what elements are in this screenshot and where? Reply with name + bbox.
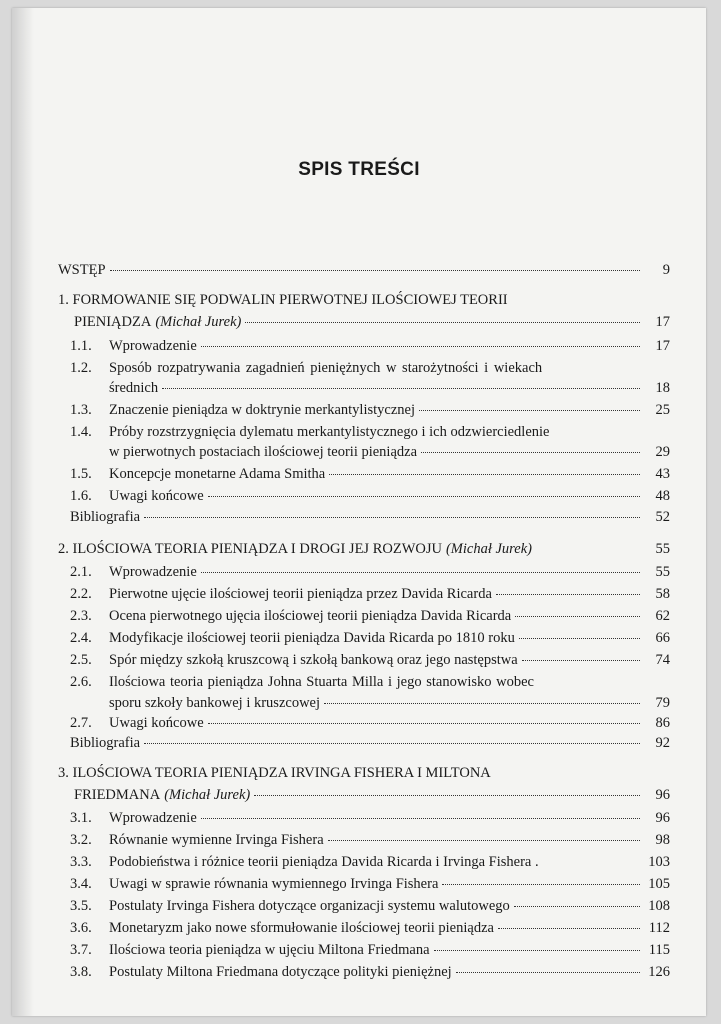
- toc-chapter-3-heading-cont: [74, 786, 670, 804]
- toc-page-number: 55: [655, 564, 670, 580]
- toc-section-1-2-cont: [109, 379, 670, 397]
- dot-leader: [419, 409, 640, 411]
- toc-page-number: 17: [655, 314, 670, 330]
- document-page: [12, 8, 706, 1016]
- toc-section-1-4-cont: [109, 443, 670, 461]
- toc-section-number: 3.7.: [70, 942, 92, 958]
- toc-section-1-6: [70, 487, 670, 505]
- toc-section-number: 3.5.: [70, 898, 92, 914]
- toc-page-number: 96: [655, 810, 670, 826]
- toc-entry-title: WSTĘP: [58, 262, 106, 278]
- toc-section-3-4: [70, 875, 670, 893]
- toc-page-number: 105: [648, 876, 670, 892]
- dot-leader: [519, 637, 640, 639]
- toc-section-1-1: [70, 337, 670, 355]
- toc-section-title: Spór między szkołą kruszcową i szkołą bankową oraz jego następstwa: [109, 652, 518, 668]
- toc-section-1-2: [70, 359, 670, 377]
- toc-page-number: 62: [655, 608, 670, 624]
- toc-page-number: 43: [655, 466, 670, 482]
- toc-section-title-cont: w pierwotnych postaciach ilościowej teorii pieniądza: [109, 444, 418, 460]
- toc-section-title: Równanie wymienne Irvinga Fishera: [109, 832, 324, 848]
- toc-page-number: 17: [655, 338, 670, 354]
- toc-section-2-6: [70, 673, 670, 691]
- toc-section-number: 1.5.: [70, 466, 92, 482]
- toc-section-number: 1.6.: [70, 488, 92, 504]
- toc-page-number: 112: [648, 920, 670, 936]
- toc-section-number: 3.8.: [70, 964, 92, 980]
- toc-section-title: Ilościowa teoria pieniądza w ujęciu Miltona Friedmana: [109, 942, 430, 958]
- dot-leader: [324, 702, 640, 704]
- toc-section-title: Postulaty Irvinga Fishera dotyczące organizacji systemu walutowego: [109, 898, 510, 914]
- dot-leader: [421, 451, 640, 453]
- toc-section-number: 1.4.: [70, 424, 92, 440]
- toc-bibliography-1: [70, 508, 670, 526]
- toc-section-title: Podobieństwa i różnice teorii pieniądza Davida Ricarda i Irvinga Fishera .: [109, 854, 539, 870]
- toc-chapter-1-heading: [58, 291, 508, 309]
- toc-section-number: 2.6.: [70, 674, 92, 690]
- toc-section-title: Uwagi końcowe: [109, 715, 204, 731]
- toc-section-number: 2.1.: [70, 564, 92, 580]
- toc-section-number: 2.3.: [70, 608, 92, 624]
- toc-chapter-2-heading: [58, 540, 670, 558]
- toc-section-2-1: [70, 563, 670, 581]
- toc-section-3-5: [70, 897, 670, 915]
- toc-section-title: Modyfikacje ilościowej teorii pieniądza Davida Ricarda po 1810 roku: [109, 630, 515, 646]
- toc-section-1-5: [70, 465, 670, 483]
- toc-section-2-5: [70, 651, 670, 669]
- toc-section-title-cont: sporu szkoły bankowej i kruszcowej: [109, 695, 321, 711]
- toc-page-number: 58: [655, 586, 670, 602]
- toc-section-number: 2.4.: [70, 630, 92, 646]
- toc-section-title: Uwagi w sprawie równania wymiennego Irvinga Fishera: [109, 876, 439, 892]
- toc-section-number: 3.2.: [70, 832, 92, 848]
- dot-leader: [201, 571, 640, 573]
- toc-section-3-3: [70, 853, 670, 871]
- dot-leader: [208, 495, 640, 497]
- toc-section-title: Pierwotne ujęcie ilościowej teorii pieniądza przez Davida Ricarda: [109, 586, 492, 602]
- toc-page-number: 25: [655, 402, 670, 418]
- toc-section-title-cont: średnich: [109, 380, 159, 396]
- toc-page-number: 103: [648, 854, 670, 870]
- page-title: SPIS TREŚCI: [298, 159, 420, 180]
- toc-page-number: 52: [655, 509, 670, 525]
- toc-section-number: 3.4.: [70, 876, 92, 892]
- toc-section-3-2: [70, 831, 670, 849]
- toc-chapter-title: 3. ILOŚCIOWA TEORIA PIENIĄDZA IRVINGA FISHERA I MILTONA: [58, 765, 491, 781]
- toc-section-title: Postulaty Miltona Friedmana dotyczące polityki pieniężnej: [109, 964, 452, 980]
- toc-section-2-2: [70, 585, 670, 603]
- toc-page-number: 96: [655, 787, 670, 803]
- dot-leader: [162, 387, 640, 389]
- toc-chapter-1-heading-cont: [74, 313, 670, 331]
- toc-section-2-7: [70, 714, 670, 732]
- dot-leader: [496, 593, 640, 595]
- toc-section-title: Monetaryzm jako nowe sformułowanie ilościowej teorii pieniądza: [109, 920, 494, 936]
- toc-page-number: 48: [655, 488, 670, 504]
- toc-section-title: Uwagi końcowe: [109, 488, 204, 504]
- dot-leader: [514, 905, 640, 907]
- toc-page-number: 115: [648, 942, 670, 958]
- toc-page-number: 29: [655, 444, 670, 460]
- toc-page-number: 9: [662, 262, 670, 278]
- toc-section-3-7: [70, 941, 670, 959]
- toc-entry-intro: [58, 261, 670, 279]
- dot-leader: [329, 473, 640, 475]
- toc-page-number: 86: [655, 715, 670, 731]
- toc-page-number: 79: [655, 695, 670, 711]
- toc-page-number: 55: [655, 541, 670, 557]
- dot-leader: [498, 927, 640, 929]
- toc-page-number: 92: [655, 735, 670, 751]
- toc-section-title: Próby rozstrzygnięcia dylematu merkantylistycznego i ich odzwierciedlenie: [109, 424, 550, 440]
- toc-chapter-title-cont: FRIEDMANA: [74, 787, 161, 803]
- toc-chapter-title: 2. ILOŚCIOWA TEORIA PIENIĄDZA I DROGI JEJ ROZWOJU: [58, 541, 442, 557]
- toc-section-title: Koncepcje monetarne Adama Smitha: [109, 466, 326, 482]
- toc-section-title: Wprowadzenie: [109, 338, 197, 354]
- toc-section-1-4: [70, 423, 670, 441]
- toc-section-3-1: [70, 809, 670, 827]
- toc-chapter-title-cont: PIENIĄDZA: [74, 314, 152, 330]
- dot-leader: [144, 516, 640, 518]
- toc-section-title: Ilościowa teoria pieniądza Johna Stuarta Milla i jego stanowisko wobec: [109, 674, 534, 690]
- toc-section-title: Sposób rozpatrywania zagadnień pieniężnych w starożytności i wiekach: [109, 360, 543, 376]
- toc-chapter-3-heading: [58, 764, 491, 782]
- toc-section-number: 3.1.: [70, 810, 92, 826]
- toc-section-2-6-cont: [109, 694, 670, 712]
- toc-section-2-3: [70, 607, 670, 625]
- toc-section-3-6: [70, 919, 670, 937]
- toc-section-number: 1.1.: [70, 338, 92, 354]
- toc-page-number: 66: [655, 630, 670, 646]
- dot-leader: [456, 971, 640, 973]
- toc-chapter-author: (Michał Jurek): [164, 787, 251, 803]
- toc-section-2-4: [70, 629, 670, 647]
- toc-chapter-author: (Michał Jurek): [445, 541, 532, 557]
- dot-leader: [522, 659, 640, 661]
- toc-chapter-author: (Michał Jurek): [155, 314, 242, 330]
- toc-page-number: 18: [655, 380, 670, 396]
- toc-section-number: 1.2.: [70, 360, 92, 376]
- toc-chapter-title: 1. FORMOWANIE SIĘ PODWALIN PIERWOTNEJ ILOŚCIOWEJ TEORII: [58, 292, 508, 308]
- toc-entry-title: Bibliografia: [70, 735, 141, 751]
- toc-section-title: Wprowadzenie: [109, 810, 197, 826]
- toc-section-title: Wprowadzenie: [109, 564, 197, 580]
- toc-section-number: 2.2.: [70, 586, 92, 602]
- toc-section-number: 2.5.: [70, 652, 92, 668]
- toc-section-title: Znaczenie pieniądza w doktrynie merkantylistycznej: [109, 402, 415, 418]
- toc-page-number: 74: [655, 652, 670, 668]
- dot-leader: [208, 722, 640, 724]
- dot-leader: [434, 949, 640, 951]
- dot-leader: [110, 269, 640, 271]
- table-of-contents: [12, 8, 706, 1016]
- toc-page-number: 126: [648, 964, 670, 980]
- toc-section-number: 3.3.: [70, 854, 92, 870]
- toc-page-number: 108: [648, 898, 670, 914]
- toc-section-number: 1.3.: [70, 402, 92, 418]
- toc-section-1-3: [70, 401, 670, 419]
- toc-section-number: 2.7.: [70, 715, 92, 731]
- dot-leader: [328, 839, 640, 841]
- toc-bibliography-2: [70, 734, 670, 752]
- toc-section-title: Ocena pierwotnego ujęcia ilościowej teorii pieniądza Davida Ricarda: [109, 608, 512, 624]
- dot-leader: [442, 883, 640, 885]
- dot-leader: [201, 817, 640, 819]
- dot-leader: [245, 321, 640, 323]
- toc-section-3-8: [70, 963, 670, 981]
- dot-leader: [515, 615, 640, 617]
- dot-leader: [201, 345, 640, 347]
- toc-page-number: 98: [655, 832, 670, 848]
- dot-leader: [144, 742, 640, 744]
- dot-leader: [254, 794, 640, 796]
- toc-entry-title: Bibliografia: [70, 509, 141, 525]
- toc-section-number: 3.6.: [70, 920, 92, 936]
